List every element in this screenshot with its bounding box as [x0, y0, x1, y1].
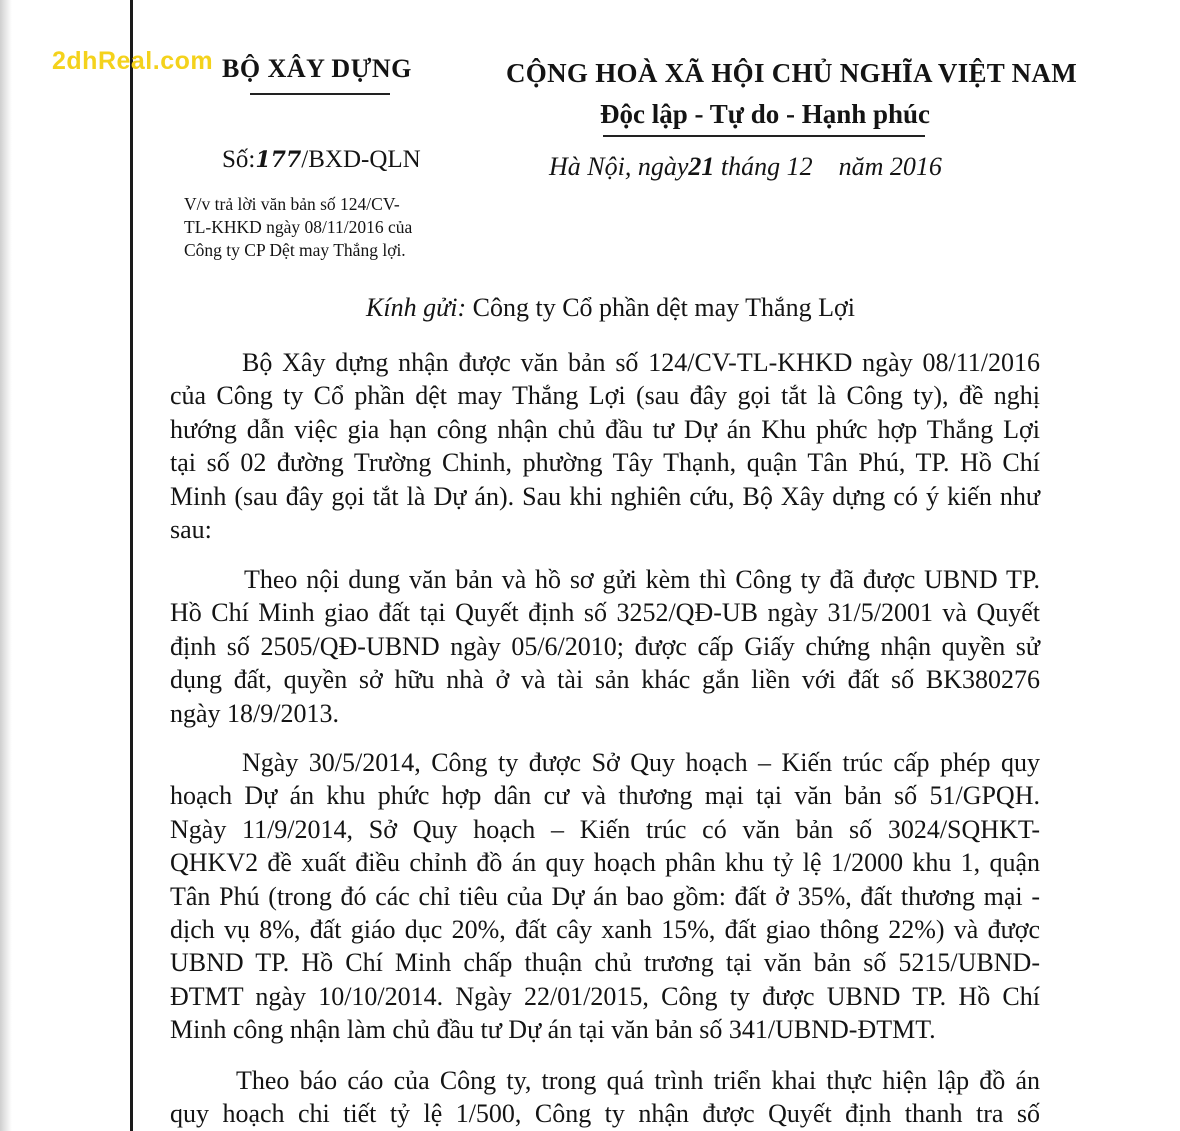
paragraph-line: QHKV2 đề xuất điều chỉnh đồ án quy hoạch phân khu tỷ lệ 1/2000 khu 1, quận	[170, 848, 1040, 878]
paragraph-line: Tân Phú (trong đó các chỉ tiêu của Dự án bao gồm: đất ở 35%, đất thương mại -	[170, 881, 1040, 911]
document-number-suffix: /BXD-QLN	[301, 146, 421, 173]
paragraph-line: Theo báo cáo của Công ty, trong quá trình triển khai thực hiện lập đồ án	[236, 1066, 1040, 1095]
subject-line: TL-KHKD ngày 08/11/2016 của	[184, 217, 413, 237]
document-number-prefix: Số:	[222, 146, 256, 173]
paragraph-line: ngày 18/9/2013.	[170, 698, 339, 728]
body-paragraph-3	[170, 746, 1040, 1047]
motto-underline	[603, 135, 925, 137]
paragraph-line: của Công ty Cổ phần dệt may Thắng Lợi (sau đây gọi tắt là Công ty), đề nghị	[170, 381, 1040, 411]
scan-margin-line	[130, 0, 133, 1131]
paragraph-line: Bộ Xây dựng nhận được văn bản số 124/CV-TL-KHKD ngày 08/11/2016	[242, 348, 1040, 377]
document-number-handwritten: 177	[255, 147, 302, 173]
agency-underline	[250, 93, 390, 95]
recipient-name: Công ty Cổ phần dệt may Thắng Lợi	[472, 293, 855, 322]
national-title: CỘNG HOÀ XÃ HỘI CHỦ NGHĨA VIỆT NAM	[506, 58, 1078, 88]
paragraph-line: dịch vụ 8%, đất giáo dục 20%, đất cây xanh 15%, đất giao thông 22%) và được	[170, 915, 1040, 945]
body-paragraph-4	[170, 1064, 1040, 1131]
place-date-line	[549, 152, 942, 182]
subject-block	[184, 193, 484, 262]
paragraph-line: định số 2505/QĐ-UBND ngày 05/6/2010; được cấp Giấy chứng nhận quyền sử	[170, 631, 1040, 661]
body-paragraph-1	[170, 346, 1040, 546]
issuing-agency: BỘ XÂY DỰNG	[222, 54, 412, 83]
paragraph-line: dụng đất, quyền sở hữu nhà ở và tài sản khác gắn liền với đất số BK380276	[170, 665, 1040, 695]
paragraph-line: Ngày 30/5/2014, Công ty được Sở Quy hoạch – Kiến trúc cấp phép quy	[242, 748, 1040, 777]
paragraph-line: UBND TP. Hồ Chí Minh chấp thuận chủ trương tại văn bản số 5215/UBND-	[170, 948, 1040, 978]
date-suffix: tháng 12 năm 2016	[714, 152, 942, 181]
recipient-label: Kính gửi:	[366, 293, 467, 322]
paragraph-line: sau:	[170, 515, 212, 545]
paragraph-line: Minh (sau đây gọi tắt là Dự án). Sau khi nghiên cứu, Bộ Xây dựng có ý kiến như	[170, 481, 1040, 511]
paragraph-line: quy hoạch chi tiết tỷ lệ 1/500, Công ty nhận được Quyết định thanh tra số	[170, 1099, 1040, 1129]
paragraph-line: Hồ Chí Minh giao đất tại Quyết định số 3252/QĐ-UB ngày 31/5/2001 và Quyết	[170, 598, 1040, 628]
subject-line: V/v trả lời văn bản số 124/CV-	[184, 194, 400, 214]
scan-shadow-edge	[0, 0, 12, 1131]
paragraph-line: hoạch Dự án khu phức hợp dân cư và thương mại tại văn bản số 51/GPQH.	[170, 781, 1040, 811]
date-prefix: Hà Nội, ngày	[549, 152, 689, 181]
national-motto: Độc lập - Tự do - Hạnh phúc	[600, 99, 931, 129]
paragraph-line: Theo nội dung văn bản và hồ sơ gửi kèm thì Công ty đã được UBND TP.	[244, 565, 1040, 594]
paragraph-line: tại số 02 đường Trường Chinh, phường Tây Thạnh, quận Tân Phú, TP. Hồ Chí	[170, 448, 1040, 478]
paragraph-line: hướng dẫn việc gia hạn công nhận chủ đầu tư Dự án Khu phức hợp Thắng Lợi	[170, 414, 1040, 444]
document-number	[222, 146, 421, 174]
recipient-line	[366, 293, 855, 323]
paragraph-line: Minh công nhận làm chủ đầu tư Dự án tại văn bản số 341/UBND-ĐTMT.	[170, 1015, 936, 1045]
watermark-logo: 2dhReal.com	[52, 47, 214, 75]
paragraph-line: ĐTMT ngày 10/10/2014. Ngày 22/01/2015, Công ty được UBND TP. Hồ Chí	[170, 981, 1040, 1011]
body-paragraph-2	[170, 563, 1040, 730]
subject-line: Công ty CP Dệt may Thắng lợi.	[184, 240, 406, 260]
date-day-handwritten: 21	[688, 152, 715, 181]
paragraph-line: Ngày 11/9/2014, Sở Quy hoạch – Kiến trúc có văn bản số 3024/SQHKT-	[170, 814, 1040, 844]
